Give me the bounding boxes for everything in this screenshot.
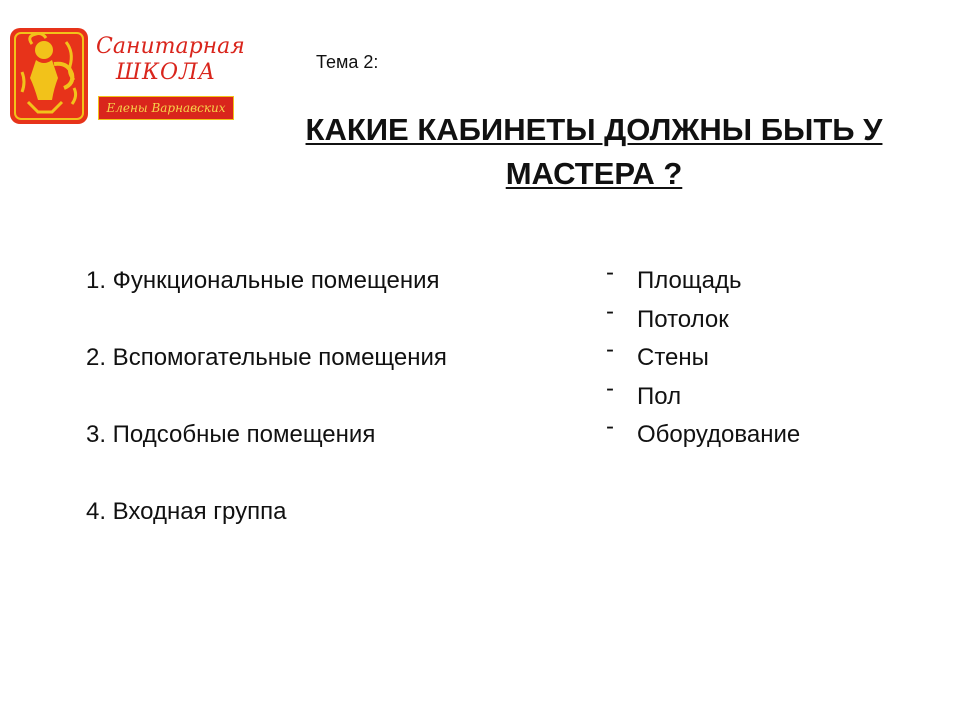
list-item-label: Пол [637, 382, 682, 410]
list-item [606, 413, 801, 455]
requirements-list [606, 259, 801, 455]
list-item [606, 259, 800, 301]
logo-emblem-icon [10, 28, 88, 124]
figure-emblem-icon [10, 28, 88, 124]
slide-title [240, 108, 948, 196]
list-item-label: Потолок [637, 305, 729, 333]
dash-bullet: - [606, 374, 614, 402]
list-item: 1. Функциональные помещения [86, 267, 440, 294]
list-item: 3. Подсобные помещения [86, 421, 376, 448]
list-item-label: Оборудование [637, 421, 801, 448]
dash-bullet: - [606, 413, 614, 440]
list-item-label: Стены [637, 344, 709, 371]
title-line1: КАКИЕ КАБИНЕТЫ ДОЛЖНЫ БЫТЬ У [305, 112, 883, 147]
dash-bullet: - [606, 259, 614, 286]
list-item [606, 336, 800, 378]
list-item: 2. Вспомогательные помещения [86, 344, 447, 371]
logo-text-line1: Санитарная [96, 34, 245, 59]
topic-label: Тема 2: [316, 52, 379, 72]
dash-bullet: - [606, 297, 614, 325]
logo-text-line2: ШКОЛА [115, 60, 217, 85]
list-item: 4. Входная группа [86, 498, 287, 525]
dash-bullet: - [606, 336, 614, 363]
school-logo [10, 28, 245, 128]
logo-banner: Елены Варнавских [98, 96, 234, 120]
list-item [606, 297, 800, 340]
list-item [606, 374, 800, 417]
premises-list [86, 262, 447, 570]
list-item-label: Площадь [637, 267, 742, 294]
title-line2: МАСТЕРА ? [505, 156, 683, 191]
